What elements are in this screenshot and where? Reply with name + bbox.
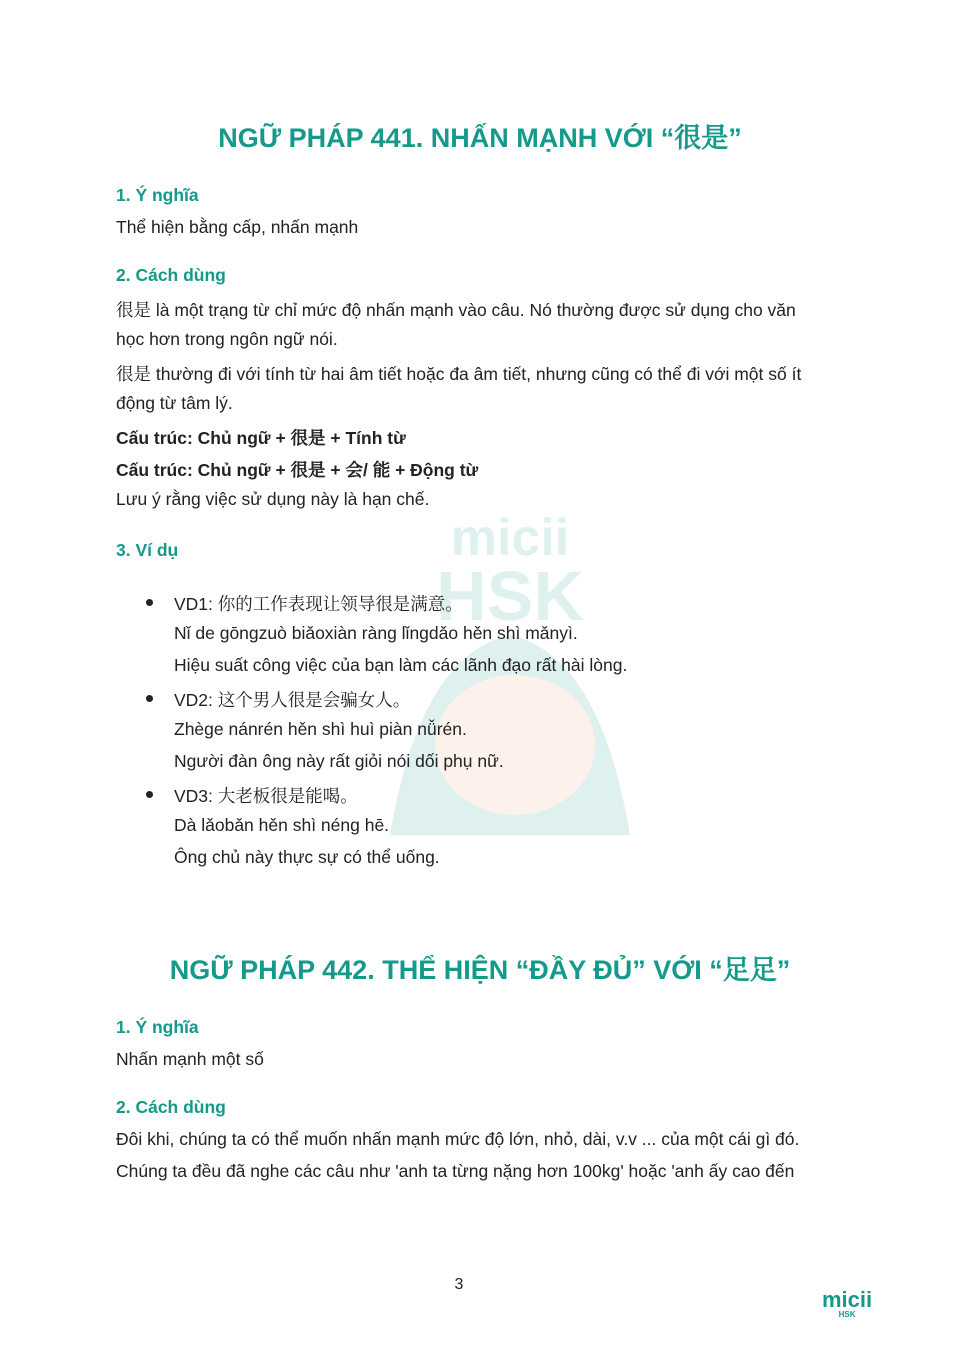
note: Lưu ý rằng việc sử dụng này là hạn chế.: [116, 489, 430, 509]
svg-text:HSK: HSK: [436, 557, 584, 635]
example-pinyin: Nǐ de gōngzuò biǎoxiàn ràng lǐngdǎo hěn shì mǎnyì.: [174, 623, 578, 643]
section-title: NGỮ PHÁP 442. THỂ HIỆN “ĐẦY ĐỦ” VỚI “足足”: [169, 955, 791, 985]
examples-heading: 3. Ví dụ: [116, 540, 179, 560]
example-chinese: VD3: 大老板很是能喝。: [174, 786, 358, 806]
usage-line: động từ tâm lý.: [116, 393, 233, 413]
example-pinyin: Dà lǎobǎn hěn shì néng hē.: [174, 815, 390, 835]
bullet-icon: [146, 695, 153, 702]
section-title: NGỮ PHÁP 441. NHẤN MẠNH VỚI “很是”: [218, 123, 742, 153]
example-translation: Người đàn ông này rất giỏi nói dối phụ nữ.: [174, 751, 504, 771]
meaning-text: Thể hiện bằng cấp, nhấn mạnh: [116, 217, 359, 237]
example-translation: Ông chủ này thực sự có thể uống.: [174, 847, 440, 867]
example-chinese: VD1: 你的工作表现让领导很是满意。: [174, 594, 463, 614]
usage-line: Đôi khi, chúng ta có thể muốn nhấn mạnh mức độ lớn, nhỏ, dài, v.v ... của một cái gì đó.: [116, 1129, 800, 1149]
structure: Cấu trúc: Chủ ngữ + 很是 + 会/ 能 + Động từ: [116, 460, 479, 480]
usage-heading: 2. Cách dùng: [116, 265, 226, 285]
meaning-heading: 1. Ý nghĩa: [116, 185, 199, 205]
bullet-icon: [146, 599, 153, 606]
usage-line: học hơn trong ngôn ngữ nói.: [116, 329, 338, 349]
usage-line: Chúng ta đều đã nghe các câu như 'anh ta từng nặng hơn 100kg' hoặc 'anh ấy cao đến: [116, 1161, 795, 1181]
bullet-icon: [146, 791, 153, 798]
meaning-text: Nhấn mạnh một số: [116, 1049, 264, 1069]
logo-text: micii: [822, 1287, 873, 1312]
example-chinese: VD2: 这个男人很是会骗女人。: [174, 690, 411, 710]
usage-line: 很是 là một trạng từ chỉ mức độ nhấn mạnh vào câu. Nó thường được sử dụng cho văn: [116, 300, 796, 320]
example-translation: Hiệu suất công việc của bạn làm các lãnh đạo rất hài lòng.: [174, 655, 628, 675]
usage-heading: 2. Cách dùng: [116, 1097, 226, 1117]
usage-line: 很是 thường đi với tính từ hai âm tiết hoặc đa âm tiết, nhưng cũng có thể đi với một số ít: [116, 364, 802, 384]
svg-text:micii: micii: [450, 509, 570, 567]
page-number: 3: [454, 1276, 464, 1293]
meaning-heading: 1. Ý nghĩa: [116, 1017, 199, 1037]
structure: Cấu trúc: Chủ ngữ + 很是 + Tính từ: [116, 428, 406, 448]
logo-sub: HSK: [838, 1310, 856, 1319]
brand-logo: [822, 1287, 873, 1319]
example-pinyin: Zhège nánrén hěn shì huì piàn nǚrén.: [174, 719, 467, 739]
